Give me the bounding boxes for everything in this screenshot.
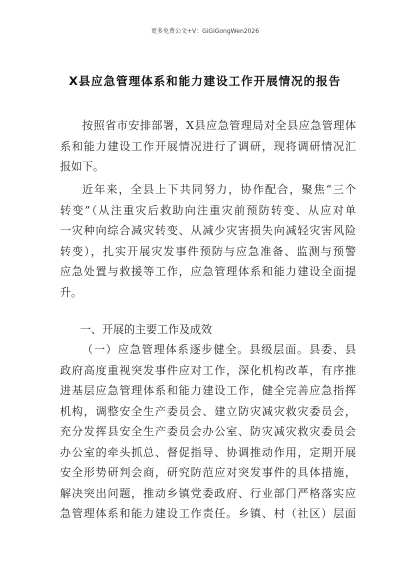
paragraph-line: 按照省市安排部署，X县应急管理局对全县应急管理体 xyxy=(82,119,356,132)
paragraph-line: 升。 xyxy=(60,285,82,299)
paragraph-line: 系和能力建设工作开展情况进行了调研，现将调研情况汇 xyxy=(60,139,356,153)
section-heading: 一、开展的主要工作及成效 xyxy=(80,323,212,336)
paragraph-overview xyxy=(60,180,356,303)
paragraph-line: 政府高度重视突发事件应对工作，深化机构改革，有序推 xyxy=(60,363,356,377)
paragraph-intro xyxy=(60,116,356,178)
header-note: 更多免费公文+V：GiGiGongWen2026 xyxy=(150,28,260,35)
paragraph-line: 机构，调整安全生产委员会、建立防灾减灾救灾委员会， xyxy=(60,404,356,418)
paragraph-line: 办公室的牵头抓总、督促指导、协调推动作用，定期开展 xyxy=(60,445,356,459)
paragraph-line: 近年来，全县上下共同努力，协作配合，聚焦“三个 xyxy=(82,183,356,196)
paragraph-line: 急管理体系和能力建设工作责任。乡镇、村（社区）层面 xyxy=(60,507,356,520)
paragraph-line: 报如下。 xyxy=(60,160,104,173)
paragraph-line: 转变”（从注重灾后救助向注重灾前预防转变、从应对单 xyxy=(60,203,356,217)
paragraph-line: 应急处置与救援等工作，应急管理体系和能力建设全面提 xyxy=(60,265,356,278)
paragraph-line: 转变），扎实开展灾发事件预防与应急准备、监测与预警 xyxy=(60,244,356,258)
paragraph-line: 解决突出问题，推动乡镇党委政府、行业部门严格落实应 xyxy=(60,486,356,500)
paragraph-section-one xyxy=(60,340,356,525)
paragraph-line: （一）应急管理体系逐步健全。县级层面。县委、县 xyxy=(82,343,356,356)
paragraph-line: 进基层应急管理体系和能力建设工作，健全完善应急指挥 xyxy=(60,384,356,397)
paragraph-line: 安全形势研判会商，研究防范应对突发事件的具体措施， xyxy=(60,466,356,479)
paragraph-line: 一灾种向综合减灾转变、从减少灾害损失向减轻灾害风险 xyxy=(60,224,356,237)
document-title: X县应急管理体系和能力建设工作开展情况的报告 xyxy=(68,74,342,88)
paragraph-line: 充分发挥县安全生产委员会办公室、防灾减灾救灾委员会 xyxy=(60,425,356,438)
